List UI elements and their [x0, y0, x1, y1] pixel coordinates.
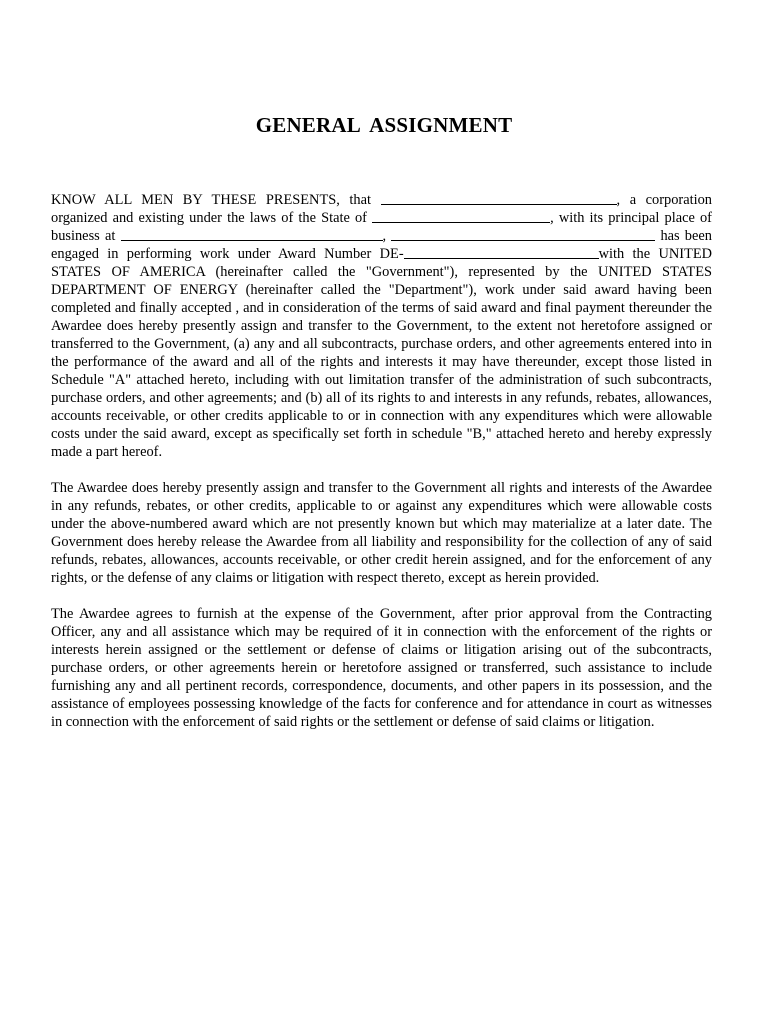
business-address-blank-1[interactable]: [121, 227, 383, 241]
p1-text-5: has been engaged in performing work under Award Number DE-: [51, 228, 712, 262]
p1-text-6: with the UNITED STATES OF AMERICA (hereinafter called the "Government"), represented by the UNITED STATES DEPARTMENT OF ENERGY (hereinafter called the "Department"), work under said award having been completed and finally accepted , and in consideration of the terms of said award and final payment thereunder the Awardee does hereby presently assign and transfer to the Government, to the extent not heretofore assigned or transferred to the Government, (a) any and all subcontracts, purchase orders, and other agreements entered into in the performance of the award and all of the rights and interests it may have thereunder, except those listed in Schedule "A" attached hereto, including with out limitation transfer of the administration of such subcontracts, purchase orders, and other agreements; and (b) all of its rights to and interests in any refunds, rebates, allowances, accounts receivable, or other credits applicable to or in connection with any expenditures which were allowable costs under the said award, except as specifically set forth in schedule "B," attached hereto and hereby expressly made a part hereof.: [51, 246, 712, 460]
p1-text-4: ,: [382, 228, 387, 244]
paragraph-3: The Awardee agrees to furnish at the expense of the Government, after prior approval from the Contracting Officer, any and all assistance which may be required of it in connection with the enforcement of the rights or interests herein assigned or the settlement or defense of claims or litigation arising out of the subcontracts, purchase orders, or other agreements herein or heretofore assigned or transferred, such assistance to include furnishing any and all pertinent records, correspondence, documents, and other papers in its possession, and the assistance of employees possessing knowledge of the facts for conference and for attendance in court as witnesses in connection with the enforcement of said rights or the settlement or defense of said claims or litigation.: [51, 606, 712, 730]
p1-text-3: , with its principal place of business at: [51, 210, 712, 244]
state-blank[interactable]: [372, 209, 550, 223]
p1-text-2: , a corporation organized and existing under the laws of the State of: [51, 192, 712, 226]
paragraph-2: The Awardee does hereby presently assign and transfer to the Government all rights and interests of the Awardee in any refunds, rebates, or other credits, applicable to or against any expenditures which were allowable costs under the above-numbered award which are not presently known but which may materialize at a later date. The Government does hereby release the Awardee from all liability and responsibility for the collection of any of said refunds, rebates, allowances, accounts receivable, or other credit herein assigned, and for the enforcement of any rights, or the defense of any claims or litigation with respect thereto, except as herein provided.: [51, 480, 712, 586]
document-body: [51, 191, 712, 749]
business-address-blank-2[interactable]: [391, 227, 655, 241]
p1-text-1: KNOW ALL MEN BY THESE PRESENTS, that: [51, 192, 371, 208]
award-number-blank[interactable]: [404, 245, 599, 259]
paragraph-1: [51, 191, 712, 461]
corporation-name-blank[interactable]: [381, 191, 617, 205]
document-title: GENERAL ASSIGNMENT: [255, 113, 513, 137]
